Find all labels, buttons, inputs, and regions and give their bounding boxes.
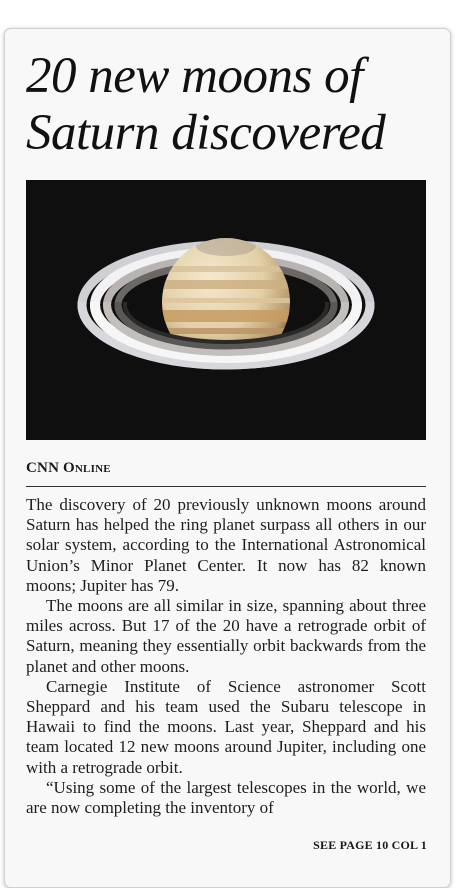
- saturn-photo: [26, 180, 426, 440]
- article-body: [26, 495, 426, 818]
- headline-line-1: 20 new moons of: [26, 48, 363, 104]
- byline-rule: [26, 486, 426, 487]
- headline: [26, 48, 436, 162]
- saturn-image: [26, 180, 426, 440]
- paragraph-3: Carnegie Institute of Science astronomer Scott Sheppard and his team used the Subaru telescope in Hawaii to find the moons. Last year, Sheppard and his team located 12 new moons around Jupiter, including one with a retrograde orbit.: [26, 676, 426, 777]
- paragraph-1: The discovery of 20 previously unknown moons around Saturn has helped the ring planet surpass all others in our solar system, according to the International Astronomical Union’s Minor Planet Center. It now has 82 known moons; Jupiter has 79.: [26, 495, 426, 595]
- paragraph-4: “Using some of the largest telescopes in the world, we are now completing the inventory of: [26, 777, 426, 818]
- headline-line-2: Saturn discovered: [26, 105, 386, 161]
- continuation-jump: SEE PAGE 10 COL 1: [313, 838, 427, 852]
- byline: CNN Online: [26, 460, 111, 476]
- paragraph-2: The moons are all similar in size, spanning about three miles across. But 17 of the 20 have a retrograde orbit of Saturn, meaning they essentially orbit backwards from the planet and other moons.: [26, 596, 426, 676]
